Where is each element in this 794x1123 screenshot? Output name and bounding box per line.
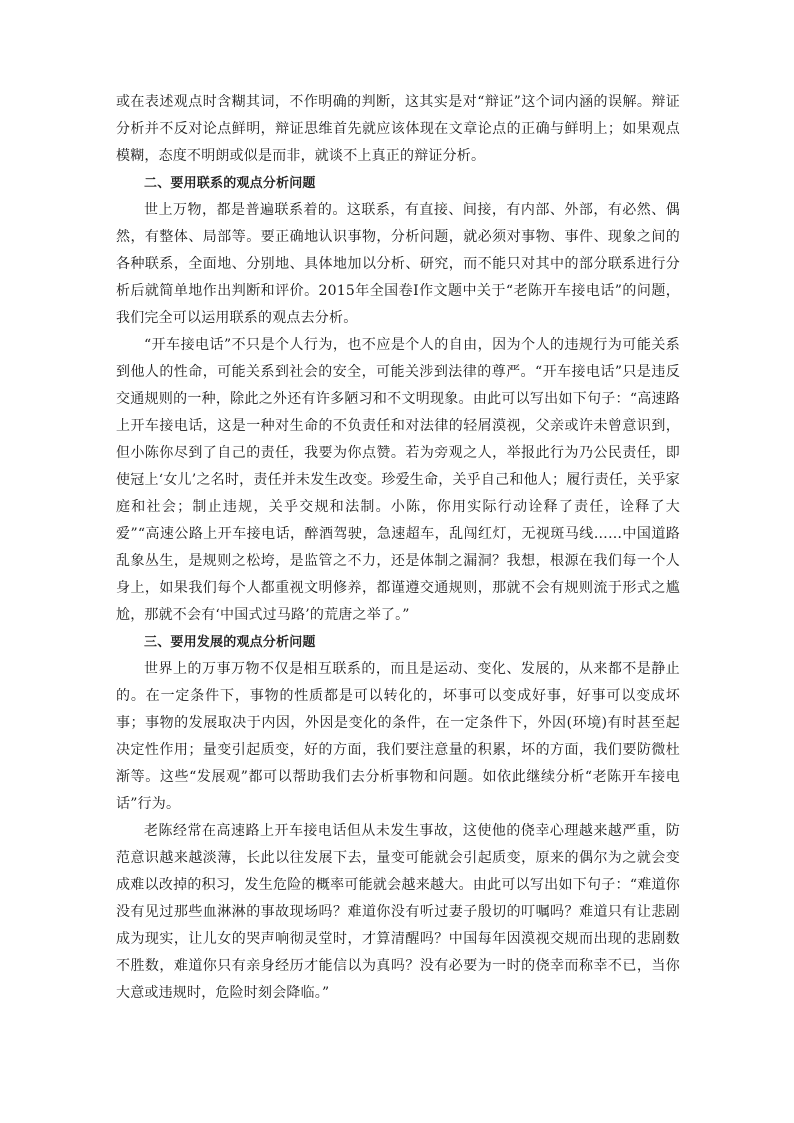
paragraph-phone-driving-connection: “开车接电话”不只是个人行为，也不应是个人的自由，因为个人的违规行为可能关系到他人的性命，可能关系到社会的安全，可能关涉到法律的尊严。“开车接电话”只是违反交通规则的一种，除此之外还有许多陋习和不文明现象。由此可以写出如下句子：“高速路上开车接电话，这是一种对生命的不负责任和对法律的轻屑漠视，父亲或许未曾意识到，但小陈你尽到了自己的责任，我要为你点赞。若为旁观之人，举报此行为乃公民责任，即使冠上‘女儿’之名时，责任并未发生改变。珍爱生命，关乎自己和他人；履行责任，关乎家庭和社会；制止违规，关乎交规和法制。小陈，你用实际行动诠释了责任，诠释了大爱”“高速公路上开车接电话，醉酒驾驶，急速超车，乱闯红灯，无视斑马线……中国道路乱象丛生，是规则之松垮，是监管之不力，还是体制之漏洞？我想，根源在我们每一个人身上，如果我们每个人都重视文明修养，都谨遵交通规则，那就不会有规则流于形式之尴尬，那就不会有‘中国式过马路’的荒唐之举了。” <box>116 337 680 623</box>
document-page <box>116 89 680 1007</box>
paragraph-phone-driving-development: 老陈经常在高速路上开车接电话但从未发生事故，这使他的侥幸心理越来越严重，防范意识越来越淡薄，长此以往发展下去，量变可能就会引起质变，原来的偶尔为之就会变成难以改掉的积习，发生危险的概率可能就会越来越大。由此可以写出如下句子：“难道你没有见过那些血淋淋的事故现场吗？难道你没有听过妻子殷切的叮嘱吗？难道只有让悲剧成为现实，让儿女的哭声响彻灵堂时，才算清醒吗？中国每年因漠视交规而出现的悲剧数不胜数，难道你只有亲身经历才能信以为真吗？没有必要为一时的侥幸而称幸不已，当你大意或违规时，危险时刻会降临。” <box>116 823 680 1001</box>
section-heading-2: 二、要用联系的观点分析问题 <box>144 176 316 191</box>
paragraph-connection-intro: 世上万物，都是普遍联系着的。这联系，有直接、间接，有内部、外部，有必然、偶然，有整体、局部等。要正确地认识事物，分析问题，就必须对事物、事件、现象之间的各种联系，全面地、分别地、具体地加以分析、研究，而不能只对其中的部分联系进行分析后就简单地作出判断和评价。2015年全国卷Ⅰ作文题中关于“老陈开车接电话”的问题，我们完全可以运用联系的观点去分析。 <box>116 202 680 326</box>
paragraph-intro-continuation: 或在表述观点时含糊其词，不作明确的判断，这其实是对“辩证”这个词内涵的误解。辩证分析并不反对论点鲜明，辩证思维首先就应该体现在文章论点的正确与鲜明上；如果观点模糊，态度不明朗或似是而非，就谈不上真正的辩证分析。 <box>116 94 680 164</box>
paragraph-development-intro: 世界上的万事万物不仅是相互联系的，而且是运动、变化、发展的，从来都不是静止的。在一定条件下，事物的性质都是可以转化的，坏事可以变成好事，好事可以变成坏事；事物的发展取决于内因，外因是变化的条件，在一定条件下，外因(环境)有时甚至起决定性作用；量变引起质变，好的方面，我们要注意量的积累，坏的方面，我们要防微杜渐等。这些“发展观”都可以帮助我们去分析事物和问题。如依此继续分析“老陈开车接电话”行为。 <box>116 661 680 812</box>
section-heading-3: 三、要用发展的观点分析问题 <box>144 635 316 650</box>
